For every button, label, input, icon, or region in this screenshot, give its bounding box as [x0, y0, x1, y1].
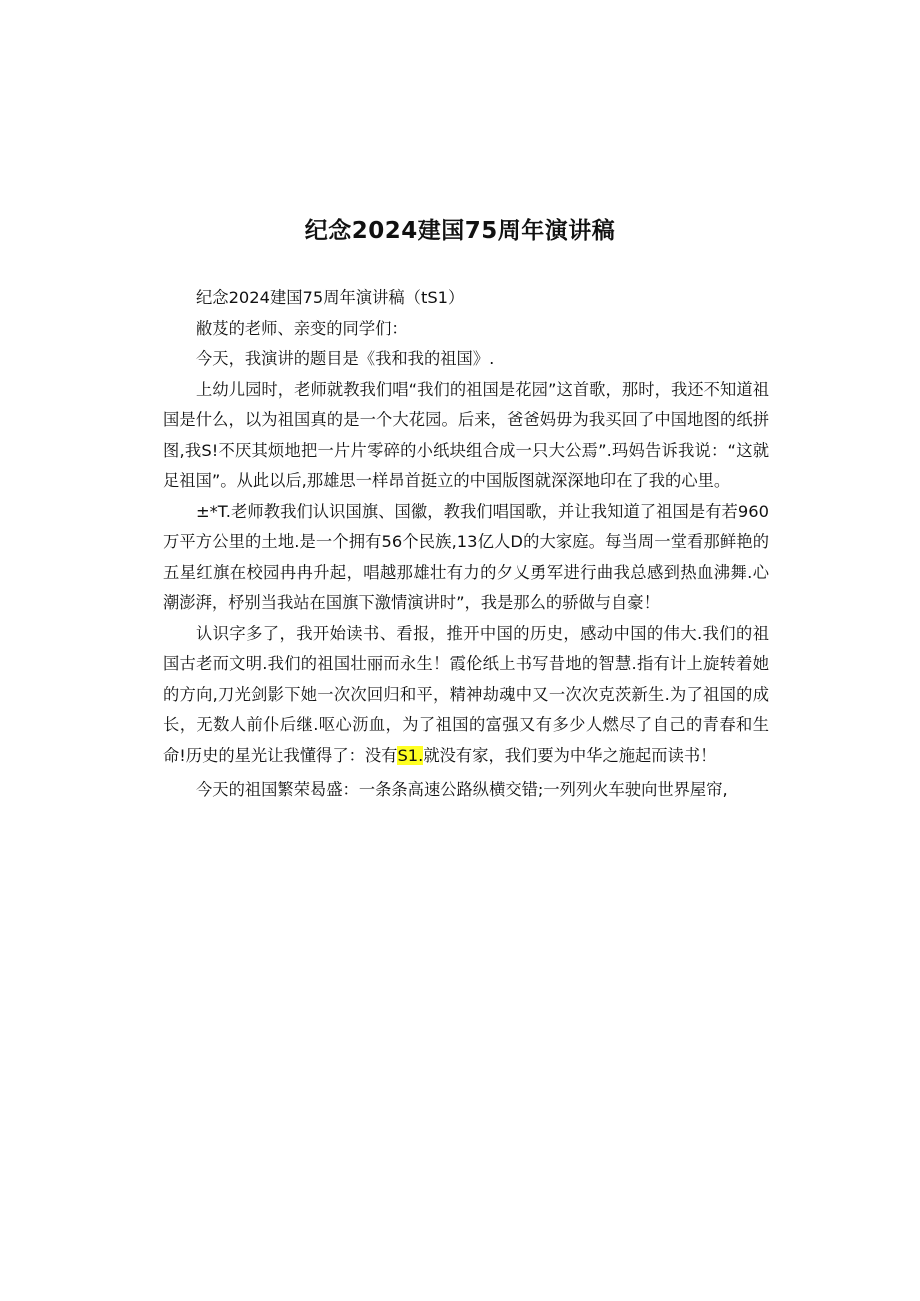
document-body — [163, 283, 769, 806]
paragraph-flag: ±*T.老师教我们认识国旗、国徽，教我们唱国歌，并让我知道了祖国是有若960万平方公里的土地.是一个拥有56个民族,13亿人D的大家庭。每当周一堂看那鲜艳的五星红旗在校园冉冉升起，唱越那雄壮有力的夕乂勇军进行曲我总感到热血沸舞.心潮澎湃，杼别当我站在国旗下激情演讲时”，我是那么的骄做与自豪！ — [163, 501, 769, 612]
paragraph-topic: 今天，我演讲的题目是《我和我的祖国》. — [196, 349, 495, 368]
paragraph-today: 今天的祖国繁荣曷盛：一条条高速公路纵横交错;一列列火车驶向世界屋帘, — [196, 780, 728, 799]
highlighted-text: S1. — [397, 745, 424, 765]
paragraph-history — [163, 619, 769, 772]
paragraph-greeting: 敝芨的老师、亲变的同学们： — [196, 318, 408, 338]
paragraph-kindergarten: 上幼儿园时，老师就教我们唱“我们的祖国是花园”这首歌，那时，我还不知道祖国是什么，以为祖国真的是一个大花园。后来，爸爸妈毋为我买回了中国地图的纸拼图,我S!不厌其烦地把一片片零碎的小纸块组合成一只大公焉”.玛妈告诉我说：“这就足祖国”。从此以后,那雄思一样昂首挺立的中国版图就深深地印在了我的心里。 — [163, 379, 769, 490]
paragraph-history-text: 认识字多了，我开始读书、看报，推开中国的历史，感动中国的伟大.我们的祖国古老而文明.我们的祖国壮丽而永生！霞伦纸上书写昔地的智慧.指有计上旋转着她的方向,刀光剑影下她一次次回归和平，精神劫魂中又一次次克茨新生.为了祖国的成长，无数人前仆后继.呕心沥血，为了祖国的富强又有多少人燃尽了自己的青春和生命!历史的星光让我懂得了：没有 — [163, 623, 769, 765]
paragraph-history-after: 就没有家，我们要为中华之施起而读书！ — [423, 745, 717, 765]
paragraph-subtitle: 纪念2024建国75周年演讲稿（tS1） — [196, 288, 465, 307]
document-title: 纪念2024建国75周年演讲稿 — [304, 218, 616, 244]
